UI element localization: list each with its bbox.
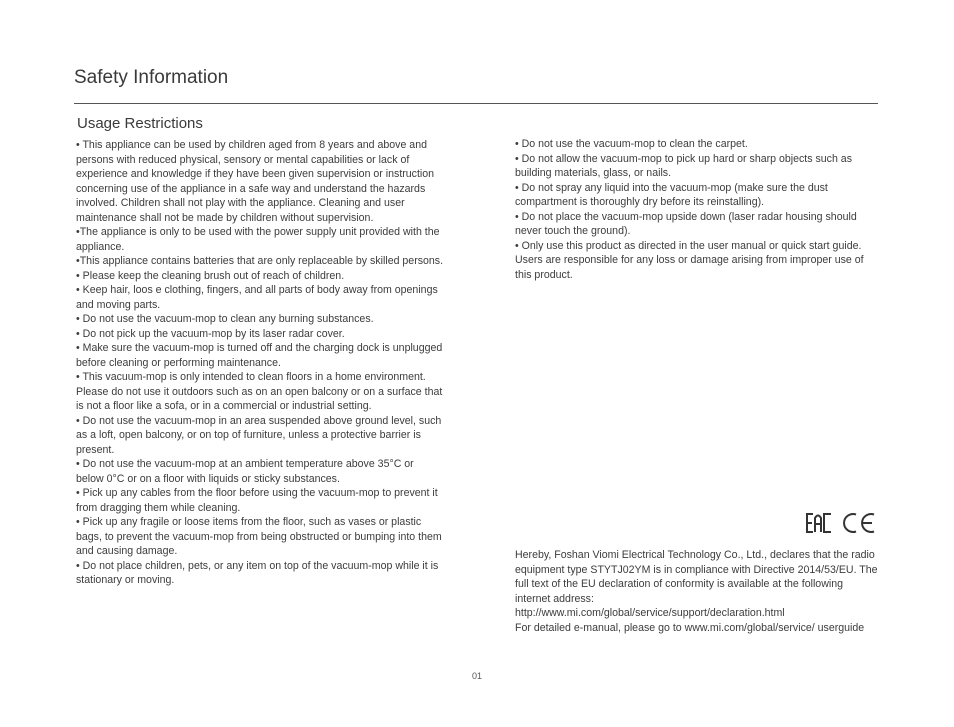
title-divider <box>74 103 878 104</box>
section-heading: Usage Restrictions <box>77 115 203 132</box>
restriction-item: •This appliance contains batteries that are only replaceable by skilled persons. <box>76 255 444 267</box>
ce-mark-icon <box>842 512 876 534</box>
page-number: 01 <box>471 671 482 681</box>
restriction-item: • This appliance can be used by children aged from 8 years and above and persons with reduced physical, sensory or mental capabilities or lack of experience and knowledge if they have been given supervision or instruction concerning use of the appliance in a safe way and understand the hazards involved. Children shall not play with the appliance. Cleaning and user maintenance shall not be made by children without supervision. <box>76 139 435 224</box>
restriction-item: •The appliance is only to be used with the power supply unit provided with the appliance. <box>76 226 440 253</box>
restriction-item: • Do not place children, pets, or any item on top of the vacuum-mop while it is stationary or moving. <box>76 559 439 586</box>
restriction-item: • Pick up any cables from the floor before using the vacuum-mop to prevent it from dragging them while cleaning. <box>76 487 438 514</box>
declaration-url: http://www.mi.com/global/service/support/declaration.html <box>515 607 785 619</box>
restriction-item: • Only use this product as directed in the user manual or quick start guide. Users are responsible for any loss or damage arising from improper use of this product. <box>515 239 864 281</box>
eac-mark-icon <box>806 512 832 534</box>
restriction-item: • Pick up any fragile or loose items from the floor, such as vases or plastic bags, to prevent the vacuum-mop from being obstructed or bumping into them and causing damage. <box>76 516 442 557</box>
left-column <box>76 138 444 588</box>
right-column <box>515 137 880 282</box>
page-title: Safety Information <box>74 67 229 88</box>
restriction-item: • Do not spray any liquid into the vacuum-mop (make sure the dust compartment is thoroughly dry before its reinstalling). <box>515 181 828 208</box>
restriction-item: • This vacuum-mop is only intended to clean floors in a home environment. Please do not use it outdoors such as on an open balcony or on a surface that is not a floor like a sofa, or in a commercial or industrial setting. <box>76 371 443 412</box>
restriction-item: • Do not use the vacuum-mop to clean the carpet. <box>515 138 748 150</box>
restriction-item: • Please keep the cleaning brush out of reach of children. <box>76 269 345 282</box>
restriction-item: • Do not allow the vacuum-mop to pick up hard or sharp objects such as building materials, glass, or nails. <box>515 152 852 179</box>
restriction-item: • Do not use the vacuum-mop in an area suspended above ground level, such as a loft, open balcony, or on top of furniture, unless a protective barrier is present. <box>76 414 442 456</box>
restriction-item: • Make sure the vacuum-mop is turned off and the charging dock is unplugged before cleaning or performing maintenance. <box>76 342 443 369</box>
restriction-item: • Do not place the vacuum-mop upside down (laser radar housing should never touch the ground). <box>515 210 857 237</box>
manual-link-text: For detailed e-manual, please go to www.mi.com/global/service/ userguide <box>515 621 865 634</box>
restriction-item: • Keep hair, loos e clothing, fingers, and all parts of body away from openings and moving parts. <box>76 284 438 311</box>
restriction-item: • Do not use the vacuum-mop at an ambient temperature above 35°C or below 0°C or on a floor with liquids or sticky substances. <box>76 458 414 485</box>
certification-marks <box>806 512 876 534</box>
declaration-text: Hereby, Foshan Viomi Electrical Technology Co., Ltd., declares that the radio equipment type STYTJ02YM is in compliance with Directive 2014/53/EU. The full text of the EU declaration of conformity is available at the following internet address: <box>515 549 878 605</box>
restriction-item: • Do not pick up the vacuum-mop by its laser radar cover. <box>76 327 345 340</box>
restriction-item: • Do not use the vacuum-mop to clean any burning substances. <box>76 313 374 325</box>
conformity-declaration <box>515 548 880 635</box>
